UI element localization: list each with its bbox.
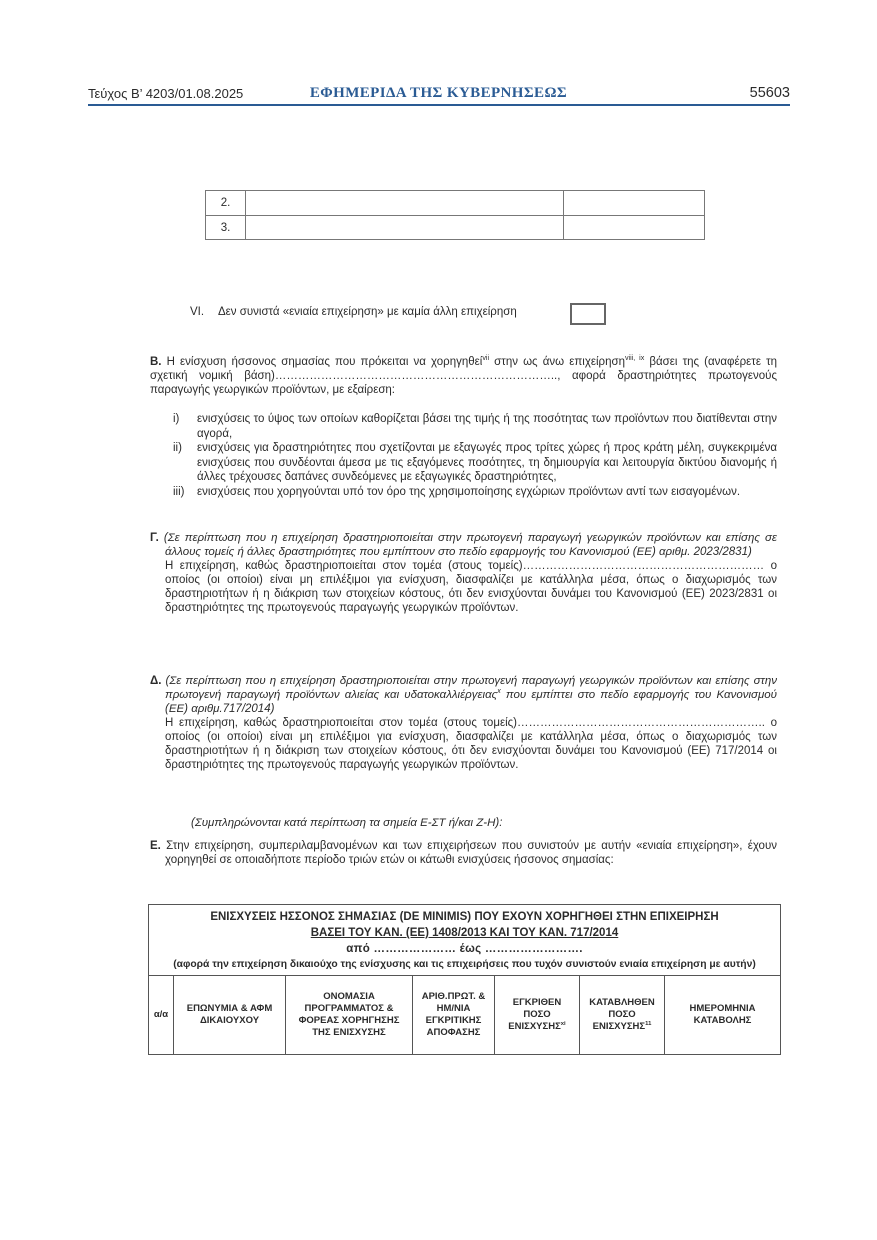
footnote-ref: x xyxy=(497,687,501,696)
paragraph-d-label: Δ. xyxy=(150,675,162,687)
list-item-marker: iii) xyxy=(173,485,185,498)
table-title-scope-note: (αφορά την επιχείρηση δικαιούχο της ενίσχυσης και τις επιχειρήσεις που τυχόν συνιστούν ενιαία επιχείρηση με αυτήν) xyxy=(173,959,756,970)
vi-checkbox[interactable] xyxy=(570,303,606,325)
paragraph-d-intro-text: (Σε περίπτωση που η επιχείρηση δραστηριοποιείται στην πρωτογενή παραγωγή γεωργικών προϊόντων και επίσης στην πρωτογενή παραγωγή προϊόντων αλιείας και υδατοκαλλιέργειας xyxy=(161,675,777,701)
field-cell[interactable] xyxy=(564,191,704,215)
deminimis-table-title xyxy=(149,905,780,976)
gazette-title: ΕΦΗΜΕΡΙΔΑ ΤΗΣ ΚΥΒΕΡΝΗΣΕΩΣ xyxy=(309,85,568,101)
table-row xyxy=(206,191,704,215)
footnote-ref: vii xyxy=(482,354,490,363)
paragraph-e-label: Ε. xyxy=(150,840,161,852)
table-title-line2: ΒΑΣΕΙ ΤΟΥ ΚΑΝ. (ΕΕ) 1408/2013 ΚΑΙ ΤΟΥ ΚΑΝ. 717/2014 xyxy=(310,927,619,939)
column-header-paid-amount: ΚΑΤΑΒΛΗΘΕΝ ΠΟΣΟ ΕΝΙΣΧΥΣΗΣ$^{11}$ xyxy=(580,976,665,1054)
list-item-marker: i) xyxy=(173,413,180,425)
paragraph-b-label: Β. xyxy=(150,356,162,368)
paragraph-c-intro xyxy=(150,531,777,559)
exceptions-list xyxy=(173,412,777,499)
field-cell[interactable] xyxy=(246,191,564,215)
deminimis-table-header-row xyxy=(149,976,780,1054)
issue-label: Τεύχος Β’ 4203/01.08.2025 xyxy=(88,86,244,101)
item-vi-text: Δεν συνιστά «ενιαία επιχείρηση» με καμία άλλη επιχείρηση xyxy=(218,306,517,318)
header-rule xyxy=(88,104,790,106)
footnote-ref: viii, ix xyxy=(624,354,645,363)
column-header-approved-amount: ΕΓΚΡΙΘΕΝ ΠΟΣΟ ΕΝΙΣΧΥΣΗΣ$^{xi}$ xyxy=(495,976,580,1054)
list-item xyxy=(173,485,777,500)
row-number: 3. xyxy=(206,216,246,239)
paragraph-b-text: Η ενίσχυση ήσσονος σημασίας που πρόκειται να χορηγηθεί xyxy=(161,356,483,368)
deminimis-table xyxy=(148,904,781,1055)
paragraph-b-text: βάσει της (αναφέρετε τη σχετική νομική βάση)……………………………………………………………….., αφορά δραστηριότητες πρωτογενούς παραγωγής γεωργικών προϊόντων, με εξαίρεση: xyxy=(150,356,778,396)
list-item-text: ενισχύσεις που χορηγούνται υπό τον όρο της χρησιμοποίησης εγχώριων προϊόντων αντί των εισαγομένων. xyxy=(197,485,741,498)
paragraph-b xyxy=(150,355,777,397)
row-number: 2. xyxy=(206,191,246,215)
list-item xyxy=(173,412,777,441)
list-item-text: ενισχύσεις για δραστηριότητες που σχετίζονται με εξαγωγές προς τρίτες χώρες ή προς κράτη μέλη, συγκεκριμένα ενισχύσεις που συνδέονται άμεσα με τις εξαγόμενες ποσότητες, τη δημιουργία και λειτουργία δικτύου διανομής ή άλλες τρέχουσες δαπάνες συνδεόμενες με εξαγωγικές δραστηριότητες, xyxy=(197,442,777,483)
paragraph-d xyxy=(150,674,777,772)
column-header-program: ΟΝΟΜΑΣΙΑ ΠΡΟΓΡΑΜΜΑΤΟΣ & ΦΟΡΕΑΣ ΧΟΡΗΓΗΣΗΣ ΤΗΣ ΕΝΙΣΧΥΣΗΣ xyxy=(286,976,413,1054)
paragraph-c-body: Η επιχείρηση, καθώς δραστηριοποιείται στον τομέα (στους τομείς)……………………………………………………… ο οποίος (οι οποίοι) είναι μη επιλέξιμοι για ενίσχυση, διασφαλίζει με κατάλληλα μέσα, όπως ο διαχωρισμός των δραστηριοτήτων ή η διάκριση των στοιχείων κόστους, ότι δεν ενισχύονται δυνάμει του Κανονισμού (ΕΕ) 2023/2831 οι δραστηριότητες της πρωτογενούς παραγωγής γεωργικών προϊόντων. xyxy=(165,560,777,614)
paragraph-d-intro xyxy=(150,674,777,716)
footnote-ref: 11 xyxy=(645,1020,652,1027)
paragraph-d-intro-text: που εμπίπτει στο πεδίο εφαρμογής του Κανονισμού (ΕΕ) αριθμ.717/2014) xyxy=(165,689,777,715)
list-item xyxy=(173,441,777,485)
list-item-text: ενισχύσεις το ύψος των οποίων καθορίζεται βάσει της τιμής ή της ποσότητας των προϊόντων που διατίθενται στην αγορά, xyxy=(197,413,777,440)
paragraph-e-text: Στην επιχείρηση, συμπεριλαμβανομένων και των επιχειρήσεων που συνιστούν με αυτήν «ενιαία επιχείρηση», έχουν χορηγηθεί σε οποιαδήποτε περίοδο τριών ετών οι κάτωθι ενισχύσεις ήσσονος σημασίας: xyxy=(160,840,777,866)
field-cell[interactable] xyxy=(564,216,704,239)
table-title-date-range: από ………………… έως ……………………. xyxy=(346,943,583,955)
paragraph-e xyxy=(150,839,777,867)
fill-instruction-note: (Συμπληρώνονται κατά περίπτωση τα σημεία Ε-ΣΤ ή/και Ζ-Η): xyxy=(191,817,503,829)
table-title-line1: ΕΝΙΣΧΥΣΕΙΣ ΗΣΣΟΝΟΣ ΣΗΜΑΣΙΑΣ (DE MINIMIS) ΠΟΥ ΕΧΟΥΝ ΧΟΡΗΓΗΘΕΙ ΣΤΗΝ ΕΠΙΧΕΙΡΗΣΗ xyxy=(210,911,719,923)
item-vi-marker: VI. xyxy=(190,306,205,318)
numbered-fill-table xyxy=(205,190,705,240)
paragraph-d-body: Η επιχείρηση, καθώς δραστηριοποιείται στον τομέα (στους τομείς)……………………………………………………….. ο οποίος (οι οποίοι) είναι μη επιλέξιμοι για ενίσχυση, διασφαλίζει με κατάλληλα μέσα, όπως ο διαχωρισμός των δραστηριοτήτων ή η διάκριση των στοιχείων κόστους, ότι δεν ενισχύονται δυνάμει του Κανονισμού (ΕΕ) 717/2014 οι δραστηριότητες της πρωτογενούς παραγωγής γεωργικών προϊόντων. xyxy=(165,717,777,771)
paragraph-c-intro-text: (Σε περίπτωση που η επιχείρηση δραστηριοποιείται στην πρωτογενή παραγωγή γεωργικών προϊόντων και επίσης σε άλλους τομείς ή άλλες δραστηριότητες που εμπίπτουν στο πεδίο εφαρμογής του Κανονισμού (ΕΕ) αριθμ. 2023/2831) xyxy=(158,532,777,558)
column-header-beneficiary: ΕΠΩΝΥΜΙΑ & ΑΦΜ ΔΙΚΑΙΟΥΧΟΥ xyxy=(174,976,286,1054)
item-vi xyxy=(190,306,517,318)
footnote-ref: xi xyxy=(560,1020,566,1027)
paragraph-c xyxy=(150,531,777,615)
page-number: 55603 xyxy=(749,85,790,101)
column-header-approval: ΑΡΙΘ.ΠΡΩΤ. & ΗΜ/ΝΙΑ ΕΓΚΡΙΤΙΚΗΣ ΑΠΟΦΑΣΗΣ xyxy=(413,976,495,1054)
list-item-marker: ii) xyxy=(173,442,182,454)
paragraph-b-text: στην ως άνω επιχείρηση xyxy=(489,356,625,368)
paragraph-c-label: Γ. xyxy=(150,532,159,544)
field-cell[interactable] xyxy=(246,216,564,239)
column-header-index: α/α xyxy=(149,976,174,1054)
table-row xyxy=(206,215,704,239)
column-header-payment-date: ΗΜΕΡΟΜΗΝΙΑ ΚΑΤΑΒΟΛΗΣ xyxy=(689,1003,756,1026)
